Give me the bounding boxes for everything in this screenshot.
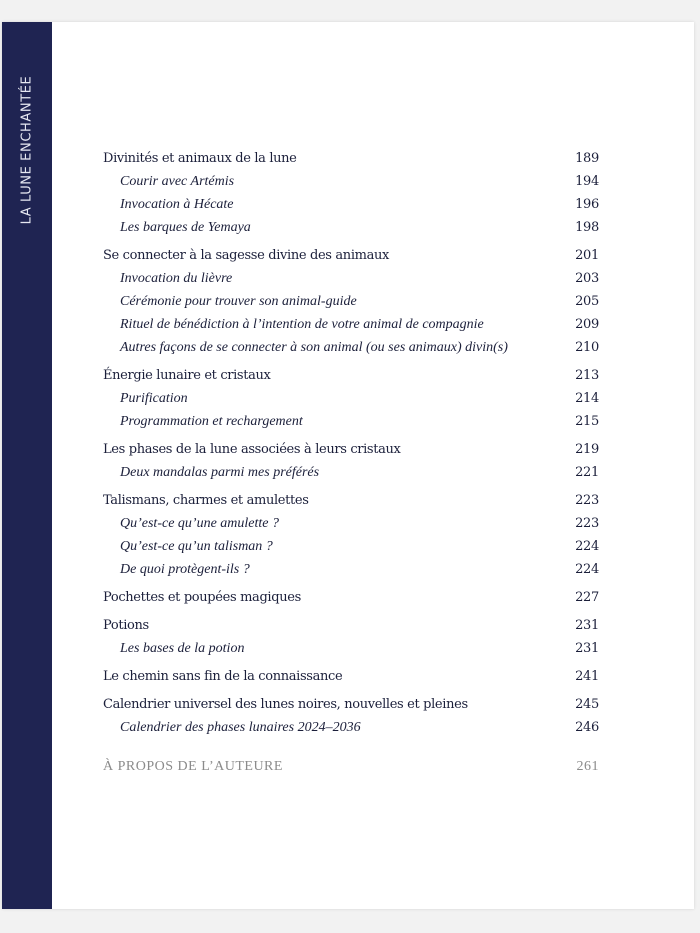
toc-page-number: 203 — [575, 271, 599, 286]
toc-page-number: 224 — [575, 539, 599, 554]
toc-section — [103, 245, 599, 268]
toc-section-title: Le chemin sans fin de la connaissance — [103, 669, 343, 684]
toc-section-title: Pochettes et poupées magiques — [103, 590, 301, 605]
toc-section — [103, 587, 599, 610]
toc-subsection-title: Deux mandalas parmi mes préférés — [120, 465, 320, 480]
toc-subsection-title: Invocation du lièvre — [120, 271, 233, 286]
toc-section-title: Calendrier universel des lunes noires, nouvelles et pleines — [103, 697, 468, 712]
toc-section — [103, 490, 599, 513]
toc-subsection-title: De quoi protègent-ils ? — [120, 562, 250, 577]
toc-subsection — [103, 171, 599, 194]
toc-page-number: 213 — [575, 368, 599, 383]
toc-subsection — [103, 217, 599, 240]
toc-subsection — [103, 291, 599, 314]
toc-subsection-title: Purification — [120, 391, 188, 406]
toc-page-number: 189 — [575, 151, 599, 166]
toc-subsection — [103, 536, 599, 559]
table-of-contents — [103, 148, 599, 782]
book-spine-band — [2, 22, 52, 909]
toc-subsection — [103, 388, 599, 411]
toc-subsection-title: Programmation et rechargement — [120, 414, 303, 429]
toc-subsection — [103, 337, 599, 360]
toc-page-number: 224 — [575, 562, 599, 577]
toc-page-number: 194 — [575, 174, 599, 189]
toc-section — [103, 365, 599, 388]
toc-section-title: Potions — [103, 618, 149, 633]
toc-page-number: 221 — [575, 465, 599, 480]
toc-subsection — [103, 194, 599, 217]
toc-page-number: 245 — [575, 697, 599, 712]
toc-page-number: 215 — [575, 414, 599, 429]
toc-subsection — [103, 462, 599, 485]
toc-subsection-title: Autres façons de se connecter à son animal (ou ses animaux) divin(s) — [120, 340, 508, 355]
toc-page-number: 205 — [575, 294, 599, 309]
toc-subsection-title: Les barques de Yemaya — [120, 220, 251, 235]
toc-subsection-title: Courir avec Artémis — [120, 174, 235, 189]
toc-page-number: 219 — [575, 442, 599, 457]
toc-section — [103, 148, 599, 171]
toc-page-number: 227 — [575, 590, 599, 605]
toc-page-number: 231 — [575, 618, 599, 633]
toc-section-title: Divinités et animaux de la lune — [103, 151, 297, 166]
toc-page-number: 223 — [575, 493, 599, 508]
toc-page-number: 223 — [575, 516, 599, 531]
toc-section-title: Énergie lunaire et cristaux — [103, 368, 271, 383]
toc-page-number: 214 — [575, 391, 599, 406]
toc-page-number: 246 — [575, 720, 599, 735]
toc-subsection-title: Cérémonie pour trouver son animal-guide — [120, 294, 357, 309]
toc-subsection — [103, 513, 599, 536]
toc-page-number: 210 — [575, 340, 599, 355]
toc-section — [103, 666, 599, 689]
toc-subsection — [103, 411, 599, 434]
toc-section — [103, 615, 599, 638]
toc-subsection — [103, 268, 599, 291]
toc-page-number: 198 — [575, 220, 599, 235]
toc-subsection-title: Qu’est-ce qu’une amulette ? — [120, 516, 279, 531]
toc-page-number: 261 — [576, 759, 599, 774]
toc-section-title: Se connecter à la sagesse divine des animaux — [103, 248, 390, 263]
book-page — [2, 22, 694, 909]
toc-section — [103, 439, 599, 462]
toc-section-title: Talismans, charmes et amulettes — [103, 493, 309, 508]
spine-title: LA LUNE ENCHANTÉE — [19, 75, 35, 225]
toc-page-number: 201 — [575, 248, 599, 263]
toc-subsection — [103, 314, 599, 337]
toc-page-number: 241 — [575, 669, 599, 684]
toc-subsection-title: Qu’est-ce qu’un talisman ? — [120, 539, 273, 554]
toc-subsection — [103, 717, 599, 740]
toc-section — [103, 694, 599, 717]
toc-page-number: 209 — [575, 317, 599, 332]
toc-subsection — [103, 638, 599, 661]
toc-subsection-title: Rituel de bénédiction à l’intention de votre animal de compagnie — [120, 317, 484, 332]
toc-subsection-title: Les bases de la potion — [120, 641, 245, 656]
toc-subsection — [103, 559, 599, 582]
toc-author-title: À PROPOS DE L’AUTEURE — [103, 759, 283, 774]
toc-page-number: 231 — [575, 641, 599, 656]
toc-section-title: Les phases de la lune associées à leurs cristaux — [103, 442, 401, 457]
toc-subsection-title: Calendrier des phases lunaires 2024–2036 — [120, 720, 361, 735]
toc-author-entry — [103, 756, 599, 782]
toc-subsection-title: Invocation à Hécate — [120, 197, 234, 212]
toc-page-number: 196 — [575, 197, 599, 212]
